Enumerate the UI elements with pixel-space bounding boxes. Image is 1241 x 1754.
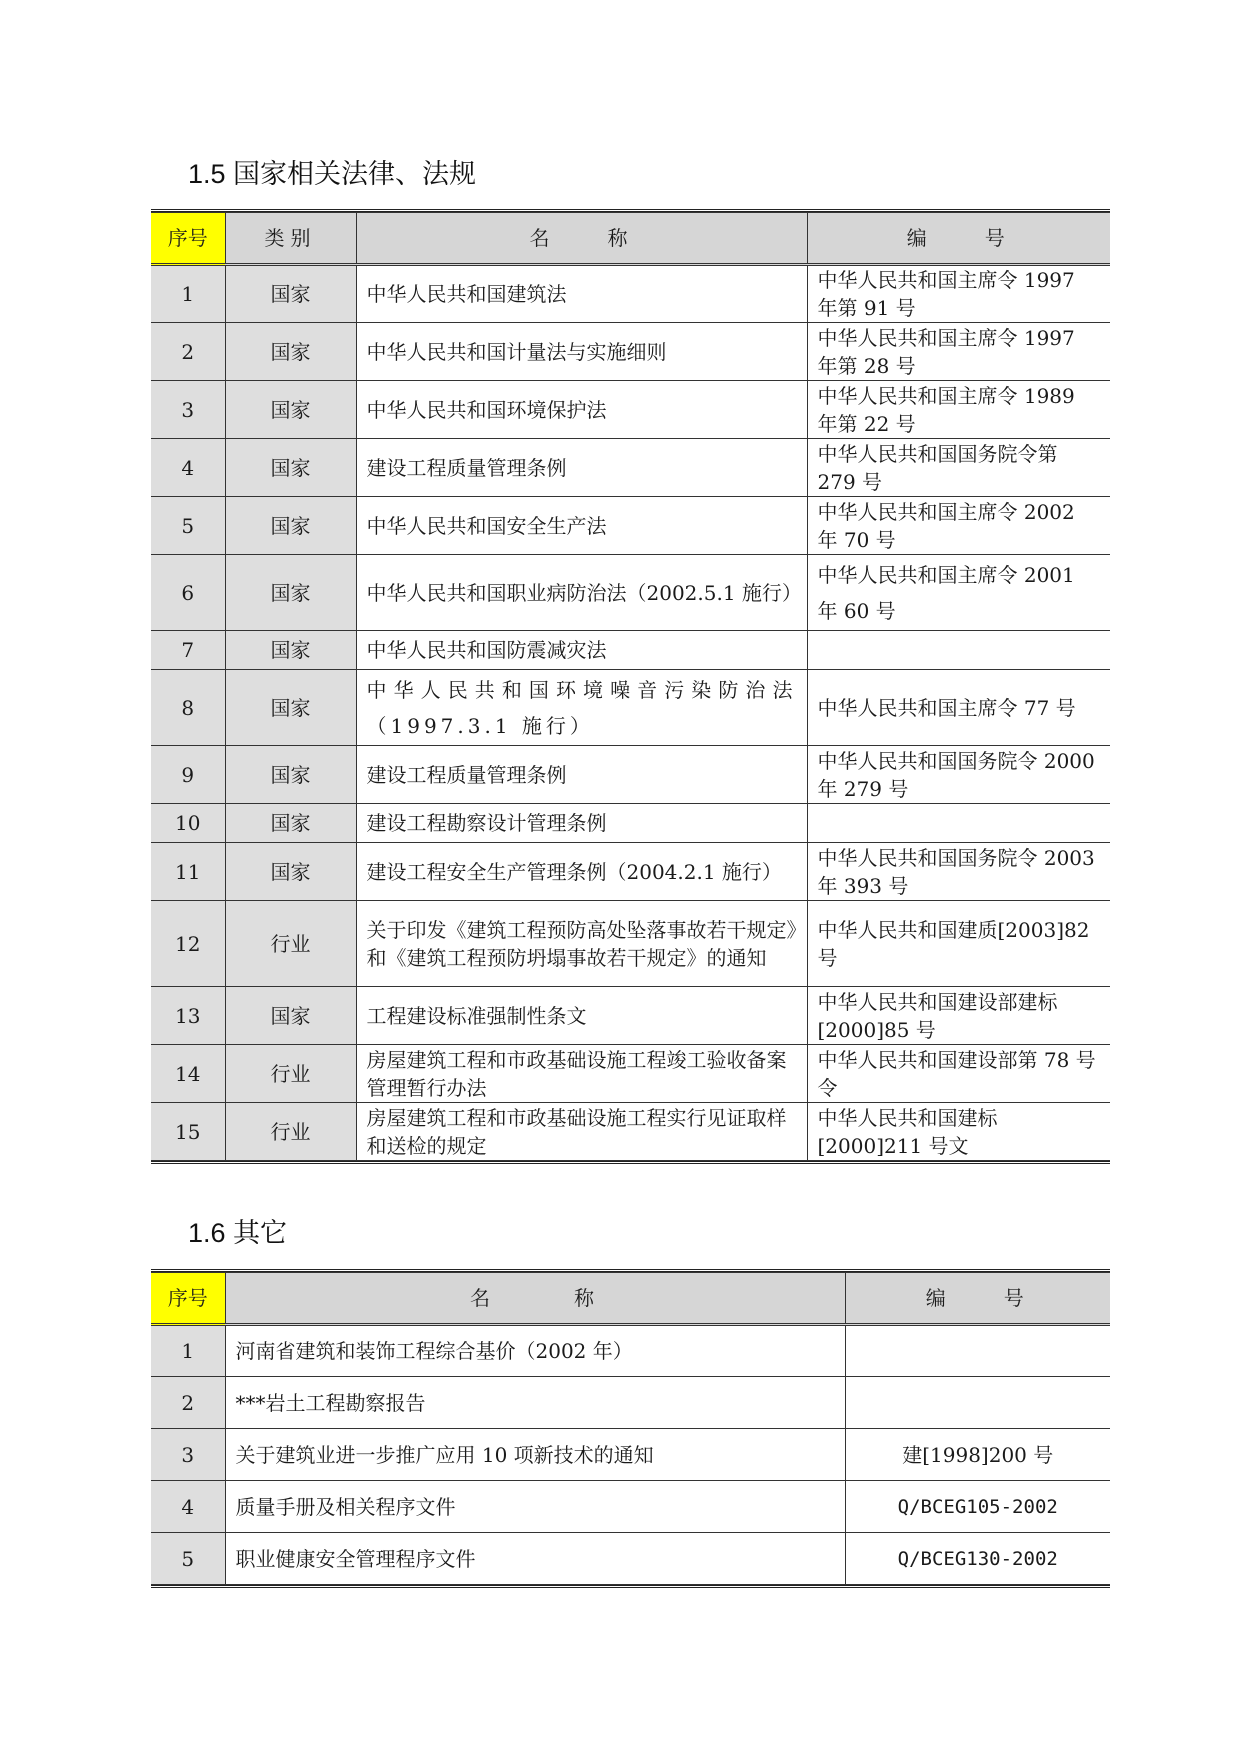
row-seq: 9 (151, 746, 225, 804)
row-code: 中华人民共和国国务院令 2000 年 279 号 (807, 746, 1110, 804)
row-code: 中华人民共和国主席令 1997 年第 28 号 (807, 323, 1110, 381)
table-row (151, 1377, 1110, 1429)
row-seq: 1 (151, 1325, 225, 1377)
table-row (151, 901, 1110, 987)
row-name: 质量手册及相关程序文件 (225, 1481, 845, 1533)
row-name: 中华人民共和国建筑法 (356, 265, 807, 323)
header-seq: 序号 (151, 213, 225, 265)
row-category: 行业 (225, 901, 356, 987)
row-code: 中华人民共和国国务院令第 279 号 (807, 439, 1110, 497)
row-seq: 10 (151, 804, 225, 843)
laws-regulations-table (151, 209, 1110, 1164)
row-seq: 1 (151, 265, 225, 323)
row-seq: 5 (151, 497, 225, 555)
table-row (151, 1045, 1110, 1103)
header-category: 类别 (225, 213, 356, 265)
header-seq: 序号 (151, 1273, 225, 1325)
table-row (151, 1481, 1110, 1533)
row-code: 中华人民共和国国务院令 2003 年 393 号 (807, 843, 1110, 901)
row-seq: 4 (151, 439, 225, 497)
row-code: 中华人民共和国建设部建标[2000]85 号 (807, 987, 1110, 1045)
row-name: 房屋建筑工程和市政基础设施工程实行见证取样和送检的规定 (356, 1103, 807, 1161)
row-code: Q/BCEG105-2002 (845, 1481, 1110, 1533)
row-category: 行业 (225, 1103, 356, 1161)
row-code: 中华人民共和国建设部第 78 号令 (807, 1045, 1110, 1103)
row-seq: 11 (151, 843, 225, 901)
row-category: 国家 (225, 631, 356, 670)
row-code (807, 804, 1110, 843)
table-row (151, 670, 1110, 746)
row-name: 建设工程安全生产管理条例（2004.2.1 施行） (356, 843, 807, 901)
row-seq: 13 (151, 987, 225, 1045)
row-name: 关于建筑业进一步推广应用 10 项新技术的通知 (225, 1429, 845, 1481)
row-seq: 5 (151, 1533, 225, 1585)
row-category: 国家 (225, 265, 356, 323)
row-name: 中华人民共和国环境噪音污染防治法（1997.3.1 施行） (356, 670, 807, 746)
table-row (151, 555, 1110, 631)
row-code: Q/BCEG130-2002 (845, 1533, 1110, 1585)
row-code: 中华人民共和国主席令 1997 年第 91 号 (807, 265, 1110, 323)
other-documents-table (151, 1269, 1110, 1588)
header-name: 名 称 (225, 1273, 845, 1325)
row-category: 国家 (225, 439, 356, 497)
table-row (151, 1533, 1110, 1585)
row-name: 中华人民共和国安全生产法 (356, 497, 807, 555)
section-1-5-heading: 1.5 国家相关法律、法规 (188, 159, 477, 189)
table-row (151, 746, 1110, 804)
table-row (151, 1429, 1110, 1481)
header-name: 名 称 (356, 213, 807, 265)
table-header-row (151, 1273, 1110, 1325)
row-code: 中华人民共和国建标[2000]211 号文 (807, 1103, 1110, 1161)
row-seq: 14 (151, 1045, 225, 1103)
table-row (151, 265, 1110, 323)
row-name: ***岩土工程勘察报告 (225, 1377, 845, 1429)
row-name: 关于印发《建筑工程预防高处坠落事故若干规定》和《建筑工程预防坍塌事故若干规定》的通知 (356, 901, 807, 987)
section-1-6-heading: 1.6 其它 (188, 1218, 288, 1248)
row-code: 中华人民共和国主席令 1989 年第 22 号 (807, 381, 1110, 439)
table-row (151, 804, 1110, 843)
row-category: 国家 (225, 746, 356, 804)
row-category: 行业 (225, 1045, 356, 1103)
header-code: 编 号 (845, 1273, 1110, 1325)
row-name: 中华人民共和国计量法与实施细则 (356, 323, 807, 381)
row-name: 建设工程质量管理条例 (356, 746, 807, 804)
row-category: 国家 (225, 843, 356, 901)
row-category: 国家 (225, 804, 356, 843)
row-category: 国家 (225, 670, 356, 746)
table-row (151, 1103, 1110, 1161)
row-seq: 4 (151, 1481, 225, 1533)
row-name: 职业健康安全管理程序文件 (225, 1533, 845, 1585)
row-seq: 15 (151, 1103, 225, 1161)
row-category: 国家 (225, 497, 356, 555)
row-seq: 7 (151, 631, 225, 670)
row-seq: 2 (151, 323, 225, 381)
row-seq: 3 (151, 1429, 225, 1481)
row-code (807, 631, 1110, 670)
table-row (151, 381, 1110, 439)
table-row (151, 631, 1110, 670)
row-name: 房屋建筑工程和市政基础设施工程竣工验收备案管理暂行办法 (356, 1045, 807, 1103)
row-name: 建设工程质量管理条例 (356, 439, 807, 497)
table-row (151, 1325, 1110, 1377)
table-row (151, 987, 1110, 1045)
row-category: 国家 (225, 987, 356, 1045)
table-row (151, 843, 1110, 901)
row-category: 国家 (225, 323, 356, 381)
row-seq: 2 (151, 1377, 225, 1429)
row-seq: 3 (151, 381, 225, 439)
row-code: 建[1998]200 号 (845, 1429, 1110, 1481)
row-name: 建设工程勘察设计管理条例 (356, 804, 807, 843)
header-code: 编 号 (807, 213, 1110, 265)
table-header-row (151, 213, 1110, 265)
row-seq: 12 (151, 901, 225, 987)
row-code (845, 1377, 1110, 1429)
row-category: 国家 (225, 381, 356, 439)
row-code: 中华人民共和国建质[2003]82 号 (807, 901, 1110, 987)
row-seq: 6 (151, 555, 225, 631)
table-row (151, 439, 1110, 497)
row-name: 河南省建筑和装饰工程综合基价（2002 年） (225, 1325, 845, 1377)
table-row (151, 497, 1110, 555)
row-code: 中华人民共和国主席令 2002 年 70 号 (807, 497, 1110, 555)
row-code: 中华人民共和国主席令 2001 年 60 号 (807, 555, 1110, 631)
row-name: 中华人民共和国职业病防治法（2002.5.1 施行） (356, 555, 807, 631)
row-name: 中华人民共和国防震减灾法 (356, 631, 807, 670)
row-code (845, 1325, 1110, 1377)
row-category: 国家 (225, 555, 356, 631)
row-code: 中华人民共和国主席令 77 号 (807, 670, 1110, 746)
row-name: 工程建设标准强制性条文 (356, 987, 807, 1045)
table-row (151, 323, 1110, 381)
row-name: 中华人民共和国环境保护法 (356, 381, 807, 439)
row-seq: 8 (151, 670, 225, 746)
